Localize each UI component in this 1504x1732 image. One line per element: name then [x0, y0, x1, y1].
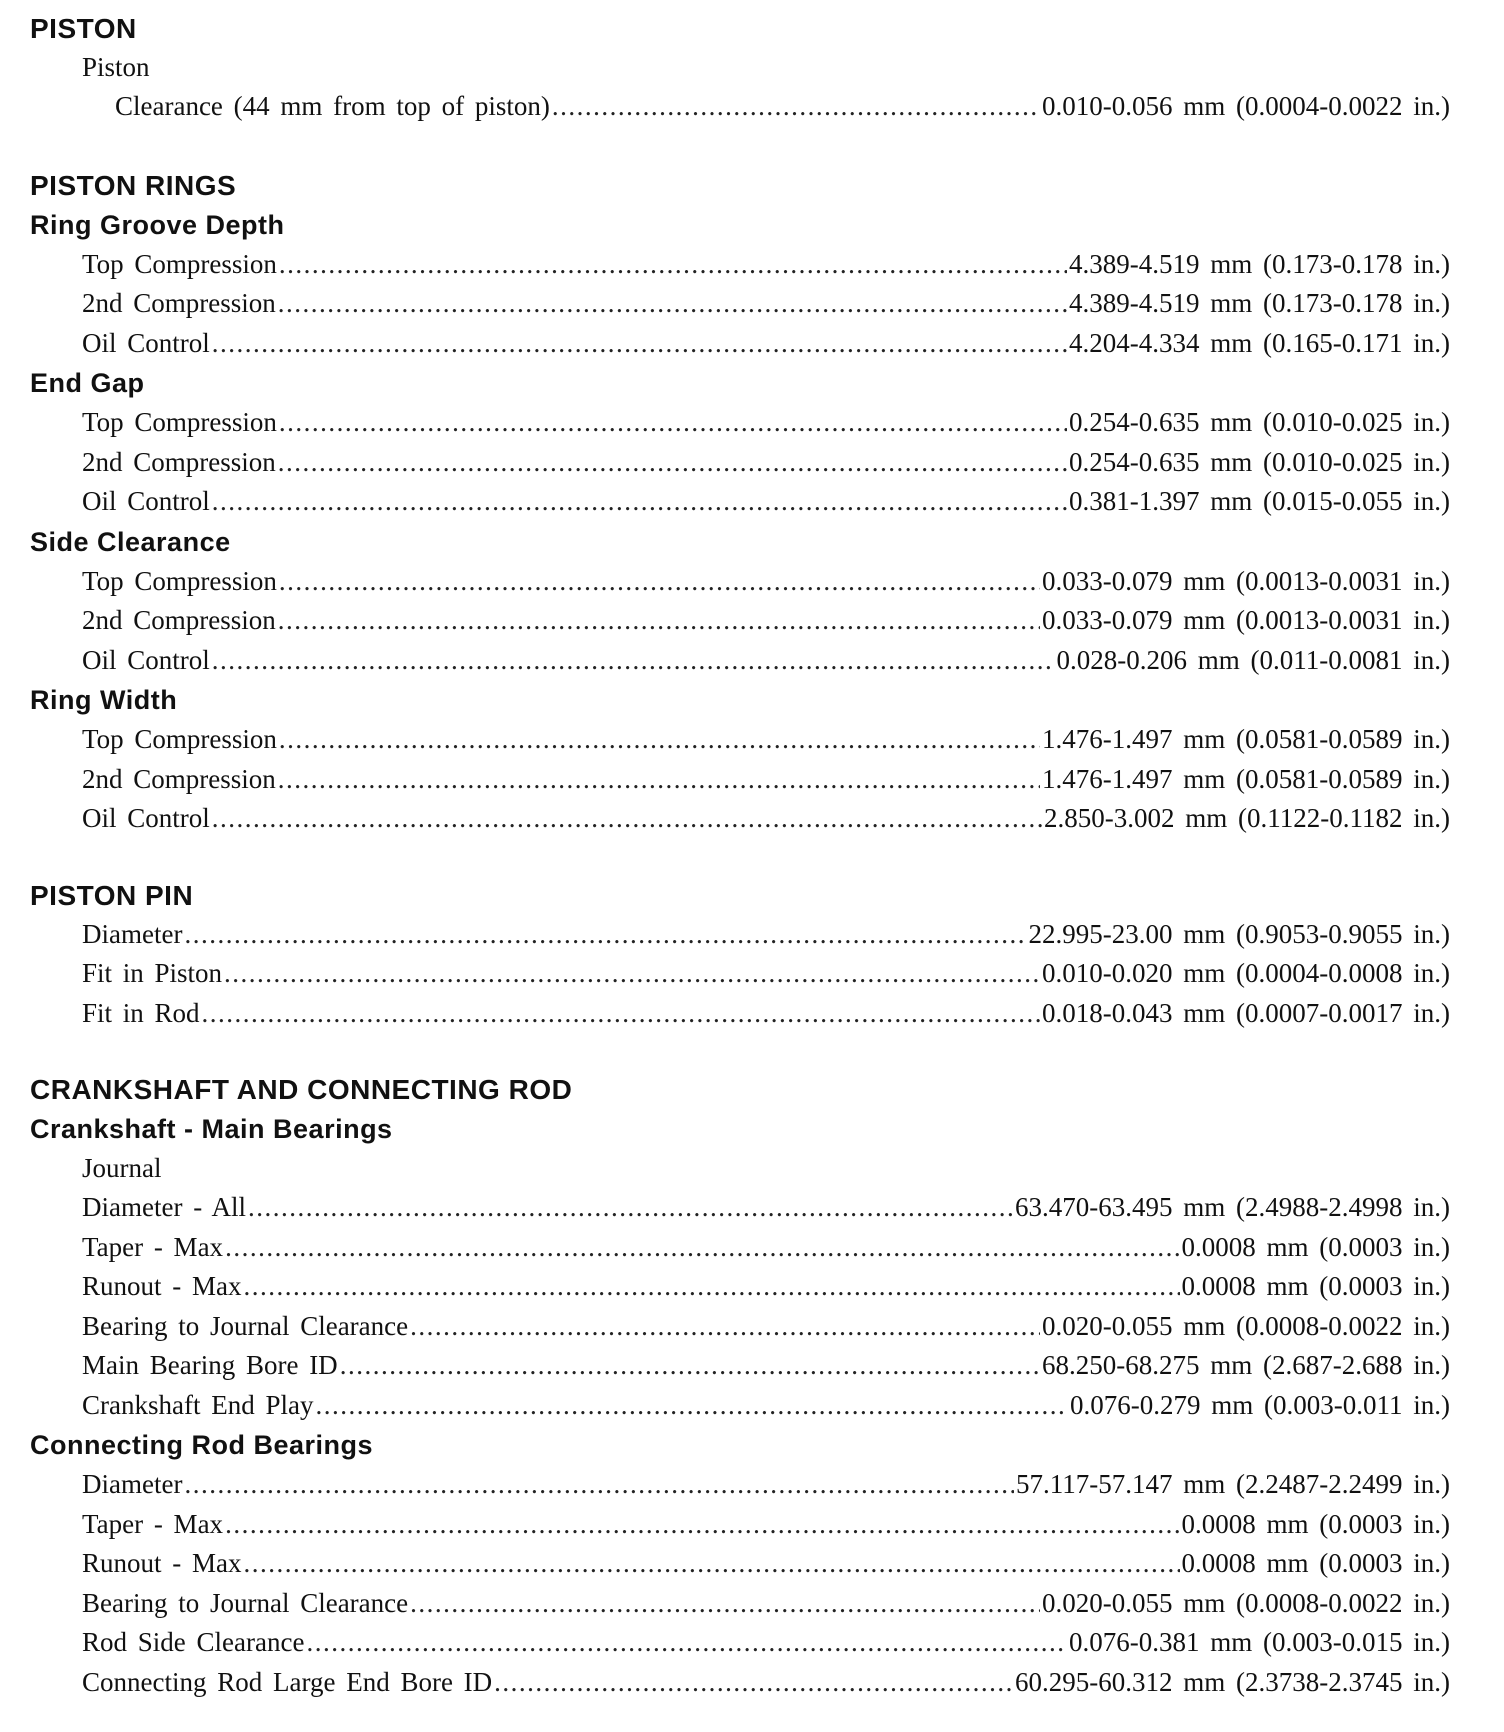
leader-dots — [279, 245, 1067, 285]
spec-value: 0.076-0.279 mm (0.003-0.011 in.) — [1070, 1389, 1450, 1420]
leader-dots — [244, 1544, 1180, 1584]
spec-label: Connecting Rod Large End Bore ID — [82, 1666, 493, 1697]
spec-label: 2nd Compression — [82, 605, 276, 635]
spec-value: 68.250-68.275 mm (2.687-2.688 in.) — [1042, 1350, 1450, 1380]
spec-label: Oil Control — [82, 644, 210, 675]
spec-row — [30, 641, 1450, 681]
spec-row — [30, 1346, 1450, 1386]
leader-dots — [184, 1465, 1014, 1505]
spec-value: 0.033-0.079 mm (0.0013-0.0031 in.) — [1042, 565, 1450, 596]
spec-value: 22.995-23.00 mm (0.9053-0.9055 in.) — [1028, 918, 1450, 949]
leader-dots — [552, 87, 1040, 127]
spec-label: Diameter — [82, 1469, 183, 1499]
spec-label: Fit in Rod — [82, 997, 200, 1028]
spec-row — [30, 284, 1450, 324]
spec-row — [30, 1465, 1450, 1505]
spec-value: 4.204-4.334 mm (0.165-0.171 in.) — [1069, 327, 1450, 358]
spec-row — [30, 1584, 1450, 1624]
spec-row — [30, 562, 1450, 602]
spec-label: Main Bearing Bore ID — [82, 1350, 338, 1380]
spec-row — [30, 760, 1450, 800]
spec-page — [30, 10, 1450, 1702]
spec-row — [30, 1267, 1450, 1307]
spec-value: 0.254-0.635 mm (0.010-0.025 in.) — [1069, 446, 1450, 477]
leader-dots — [244, 1267, 1180, 1307]
spec-row — [30, 403, 1450, 443]
spec-label: Rod Side Clearance — [82, 1627, 305, 1657]
spec-label: Top Compression — [82, 565, 277, 596]
subhead-rod-bearings: Connecting Rod Bearings — [30, 1430, 374, 1460]
spec-row — [30, 1505, 1450, 1545]
section-title-piston-pin: PISTON PIN — [30, 879, 194, 911]
leader-dots — [212, 799, 1042, 839]
spec-row — [30, 720, 1450, 760]
spec-row — [30, 1307, 1450, 1347]
leader-dots — [494, 1663, 1013, 1703]
spec-label: Runout - Max — [82, 1548, 242, 1578]
spec-label: 2nd Compression — [82, 446, 276, 477]
spec-value: 0.076-0.381 mm (0.003-0.015 in.) — [1069, 1627, 1450, 1657]
leader-dots — [225, 1228, 1179, 1268]
section-title-piston: PISTON — [30, 13, 137, 44]
leader-dots — [202, 994, 1040, 1034]
spec-value: 0.381-1.397 mm (0.015-0.055 in.) — [1069, 486, 1450, 516]
leader-dots — [315, 1386, 1068, 1426]
spec-value: 0.033-0.079 mm (0.0013-0.0031 in.) — [1042, 605, 1450, 635]
spec-value: 0.254-0.635 mm (0.010-0.025 in.) — [1069, 407, 1450, 437]
spec-label: Diameter - All — [82, 1192, 246, 1222]
spec-value: 1.476-1.497 mm (0.0581-0.0589 in.) — [1042, 763, 1450, 794]
spec-label: Oil Control — [82, 486, 210, 516]
section-title-crankshaft: CRANKSHAFT AND CONNECTING ROD — [30, 1074, 573, 1105]
journal-label: Journal — [82, 1153, 162, 1183]
spec-value: 0.0008 mm (0.0003 in.) — [1181, 1548, 1450, 1578]
spec-value: 0.018-0.043 mm (0.0007-0.0017 in.) — [1042, 997, 1450, 1028]
spec-value: 0.0008 mm (0.0003 in.) — [1181, 1508, 1450, 1539]
subhead-ring-groove-depth: Ring Groove Depth — [30, 209, 285, 240]
piston-subheading: Piston — [82, 52, 150, 82]
spec-value: 57.117-57.147 mm (2.2487-2.2499 in.) — [1016, 1469, 1450, 1499]
spec-row — [30, 324, 1450, 364]
leader-dots — [278, 601, 1040, 641]
leader-dots — [225, 1505, 1179, 1545]
spec-value: 60.295-60.312 mm (2.3738-2.3745 in.) — [1015, 1666, 1450, 1697]
spec-value: 0.0008 mm (0.0003 in.) — [1181, 1231, 1450, 1262]
spec-row — [30, 994, 1450, 1034]
spec-row — [30, 1188, 1450, 1228]
spec-row — [30, 1663, 1450, 1703]
spec-label: Top Compression — [82, 407, 277, 437]
spec-label: 2nd Compression — [82, 288, 276, 318]
spec-label: Top Compression — [82, 724, 277, 754]
spec-row — [30, 799, 1450, 839]
spec-value: 0.028-0.206 mm (0.011-0.0081 in.) — [1056, 644, 1450, 675]
spec-label: Fit in Piston — [82, 958, 223, 988]
spec-label: Oil Control — [82, 327, 210, 358]
spec-label: Bearing to Journal Clearance — [82, 1587, 409, 1618]
leader-dots — [278, 760, 1040, 800]
subhead-end-gap: End Gap — [30, 368, 145, 398]
spec-value: 4.389-4.519 mm (0.173-0.178 in.) — [1069, 248, 1450, 279]
spec-value: 4.389-4.519 mm (0.173-0.178 in.) — [1069, 288, 1450, 318]
spec-label: Clearance (44 mm from top of piston) — [115, 91, 550, 121]
spec-value: 2.850-3.002 mm (0.1122-0.1182 in.) — [1044, 803, 1450, 833]
leader-dots — [224, 954, 1040, 994]
spec-value: 0.010-0.020 mm (0.0004-0.0008 in.) — [1042, 958, 1450, 988]
leader-dots — [340, 1346, 1040, 1386]
leader-dots — [279, 562, 1040, 602]
spec-row — [30, 954, 1450, 994]
leader-dots — [279, 403, 1067, 443]
leader-dots — [212, 482, 1067, 522]
spec-label: Bearing to Journal Clearance — [82, 1310, 409, 1341]
spec-label: 2nd Compression — [82, 763, 276, 794]
spec-row — [30, 482, 1450, 522]
spec-row — [30, 1228, 1450, 1268]
section-title-piston-rings: PISTON RINGS — [30, 169, 237, 201]
leader-dots — [278, 443, 1067, 483]
leader-dots — [212, 641, 1055, 681]
spec-value: 0.0008 mm (0.0003 in.) — [1181, 1271, 1450, 1301]
spec-label: Top Compression — [82, 248, 277, 279]
spec-row — [30, 443, 1450, 483]
subhead-ring-width: Ring Width — [30, 685, 178, 715]
spec-value: 0.020-0.055 mm (0.0008-0.0022 in.) — [1042, 1310, 1450, 1341]
spec-label: Taper - Max — [82, 1231, 224, 1262]
spec-label: Diameter — [82, 918, 183, 949]
spec-row — [30, 1623, 1450, 1663]
spec-row — [30, 915, 1450, 955]
spec-row — [30, 1386, 1450, 1426]
spec-row — [30, 601, 1450, 641]
subhead-side-clearance: Side Clearance — [30, 526, 231, 557]
subhead-main-bearings: Crankshaft - Main Bearings — [30, 1114, 393, 1144]
leader-dots — [410, 1584, 1040, 1624]
leader-dots — [184, 915, 1026, 955]
leader-dots — [248, 1188, 1013, 1228]
spec-label: Crankshaft End Play — [82, 1389, 314, 1420]
spec-row — [30, 1544, 1450, 1584]
spec-label: Taper - Max — [82, 1508, 224, 1539]
leader-dots — [278, 284, 1067, 324]
leader-dots — [212, 324, 1067, 364]
spec-value: 0.010-0.056 mm (0.0004-0.0022 in.) — [1042, 91, 1450, 121]
spec-label: Runout - Max — [82, 1271, 242, 1301]
spec-value: 63.470-63.495 mm (2.4988-2.4998 in.) — [1015, 1192, 1450, 1222]
spec-value: 1.476-1.497 mm (0.0581-0.0589 in.) — [1042, 724, 1450, 754]
spec-value: 0.020-0.055 mm (0.0008-0.0022 in.) — [1042, 1587, 1450, 1618]
leader-dots — [279, 720, 1040, 760]
leader-dots — [410, 1307, 1040, 1347]
leader-dots — [306, 1623, 1067, 1663]
spec-row — [30, 245, 1450, 285]
spec-row-piston-clearance — [30, 87, 1450, 127]
spec-label: Oil Control — [82, 803, 210, 833]
